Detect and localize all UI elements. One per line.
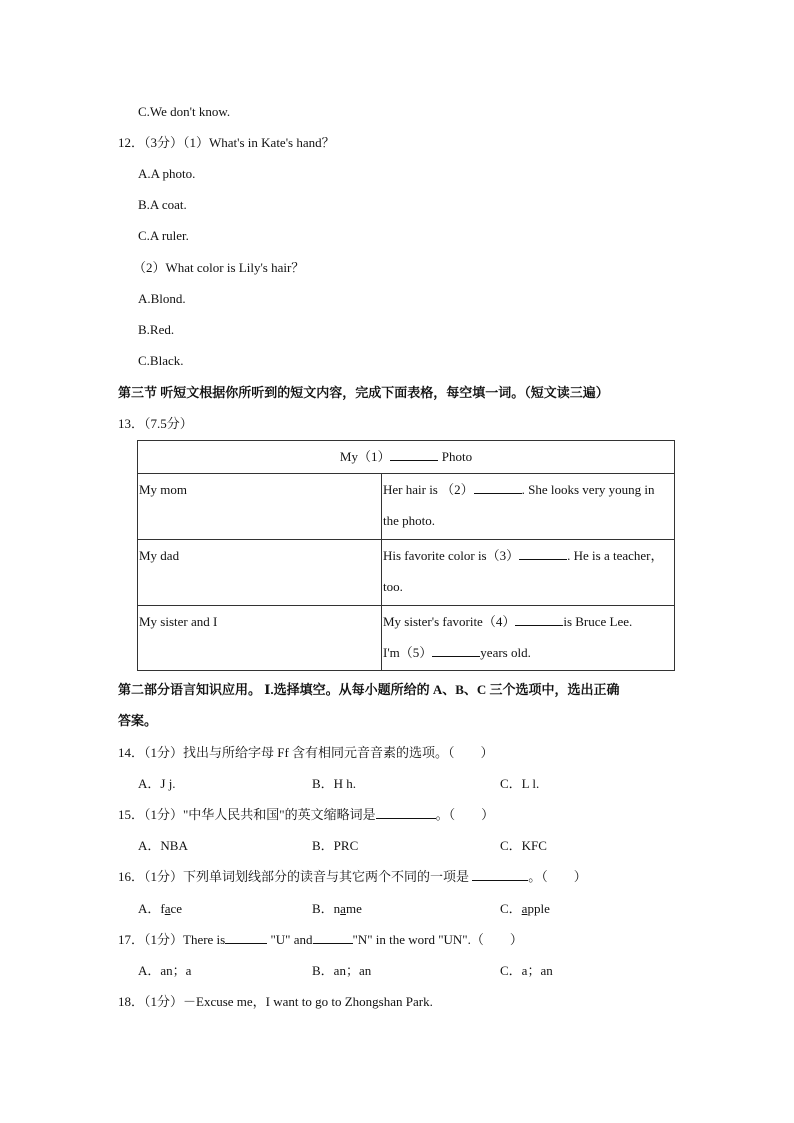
q17-question bbox=[118, 932, 523, 948]
q12-sub2-heading: （2）What color is Lily's hair？ bbox=[133, 260, 305, 275]
table-title-pre: My（1） bbox=[339, 449, 391, 464]
row-text: the photo. bbox=[383, 513, 435, 528]
part2-heading-cont: 答案。 bbox=[118, 713, 158, 728]
q16-question bbox=[118, 869, 587, 885]
row-content bbox=[382, 474, 675, 540]
table-row bbox=[138, 474, 675, 540]
q15-option-b[interactable]: B．PRC bbox=[312, 838, 359, 853]
q17-text-mid: "U" and bbox=[267, 932, 313, 947]
q15-option-c[interactable]: C．KFC bbox=[500, 838, 547, 853]
blank-3[interactable] bbox=[519, 548, 567, 560]
row-label: My dad bbox=[138, 540, 382, 606]
row-content bbox=[382, 540, 675, 606]
q16-option-c[interactable] bbox=[500, 901, 550, 917]
q16-option-a[interactable] bbox=[138, 901, 182, 917]
q15-text-post: 。（ ） bbox=[435, 807, 495, 822]
q16-c-pre: C． bbox=[500, 901, 522, 916]
q16-c-underlined: a bbox=[521, 901, 528, 916]
q12-sub2-option-c: C.Black. bbox=[138, 353, 184, 368]
table-row bbox=[138, 606, 675, 671]
q16-text-post: 。（ ） bbox=[528, 869, 587, 884]
q14-question: 14．（1分）找出与所给字母 Ff 含有相同元音音素的选项。（ ） bbox=[118, 745, 494, 760]
q17-option-b[interactable]: B．an；an bbox=[312, 963, 372, 978]
row-text: . He is a teacher， bbox=[567, 548, 664, 563]
blank-4[interactable] bbox=[515, 614, 563, 626]
q12-sub2-option-a: A.Blond. bbox=[138, 291, 186, 306]
q14-option-a[interactable]: A．J j. bbox=[138, 776, 176, 791]
row-label: My mom bbox=[138, 474, 382, 540]
q14-option-c[interactable]: C．L l. bbox=[500, 776, 540, 791]
row-text: is Bruce Lee. bbox=[563, 614, 633, 629]
q15-text: 15．（1分）"中华人民共和国"的英文缩略词是 bbox=[118, 807, 376, 822]
q14-option-b[interactable]: B．H h. bbox=[312, 776, 357, 791]
q16-option-b[interactable] bbox=[312, 901, 362, 917]
row-label: My sister and I bbox=[138, 606, 382, 671]
q18-question: 18．（1分）－Excuse me，I want to go to Zhongshan Park. bbox=[118, 994, 433, 1009]
q17-option-c[interactable]: C．a；an bbox=[500, 963, 553, 978]
q16-b-post: me bbox=[345, 901, 362, 916]
q17-option-a[interactable]: A．an；a bbox=[138, 963, 192, 978]
blank-q16[interactable] bbox=[472, 869, 528, 881]
q12-option-c: C.A ruler. bbox=[138, 228, 189, 243]
row-text: Her hair is （2） bbox=[383, 482, 474, 497]
q13-heading: 13．（7.5分） bbox=[118, 416, 193, 431]
q16-a-underlined: a bbox=[164, 901, 171, 916]
line-q11-c: C.We don't know. bbox=[138, 104, 231, 119]
q16-b-pre: B．n bbox=[312, 901, 341, 916]
q12-heading: 12．（3分）（1）What's in Kate's hand？ bbox=[118, 135, 335, 150]
table-row bbox=[138, 540, 675, 606]
photo-table bbox=[137, 440, 675, 671]
q16-text: 16．（1分）下列单词划线部分的读音与其它两个不同的一项是 bbox=[118, 869, 473, 884]
q15-option-a[interactable]: A．NBA bbox=[138, 838, 188, 853]
section3-heading: 第三节 听短文根据你所听到的短文内容，完成下面表格，每空填一词。（短文读三遍） bbox=[118, 385, 609, 400]
blank-q15[interactable] bbox=[376, 807, 436, 819]
q12-option-b: B.A coat. bbox=[138, 197, 187, 212]
q16-a-post: ce bbox=[170, 901, 183, 916]
q17-text: 17．（1分）There is bbox=[118, 932, 226, 947]
blank-2[interactable] bbox=[474, 482, 522, 494]
row-text: too. bbox=[383, 579, 403, 594]
table-row bbox=[138, 441, 675, 474]
q16-a-pre: A．f bbox=[138, 901, 165, 916]
table-title-post: Photo bbox=[438, 449, 473, 464]
q16-c-post: pple bbox=[527, 901, 550, 916]
q12-option-a: A.A photo. bbox=[138, 166, 196, 181]
blank-5[interactable] bbox=[432, 645, 480, 657]
row-text: I'm（5） bbox=[383, 645, 433, 660]
q16-b-underlined: a bbox=[340, 901, 346, 916]
q17-text-post: "N" in the word "UN".（ ） bbox=[352, 932, 523, 947]
row-content bbox=[382, 606, 675, 671]
row-text: My sister's favorite（4） bbox=[383, 614, 516, 629]
q12-sub2-option-b: B.Red. bbox=[138, 322, 175, 337]
row-text: His favorite color is（3） bbox=[383, 548, 520, 563]
q15-question bbox=[118, 807, 494, 823]
blank-q17-1[interactable] bbox=[225, 932, 267, 944]
row-text: . She looks very young in bbox=[521, 482, 655, 497]
part2-heading: 第二部分语言知识应用。 Ⅰ.选择填空。从每小题所给的 A、B、C 三个选项中，选出正确 bbox=[118, 682, 620, 697]
table-title bbox=[138, 441, 675, 474]
blank-1[interactable] bbox=[390, 449, 438, 461]
blank-q17-2[interactable] bbox=[313, 932, 353, 944]
row-text: years old. bbox=[480, 645, 531, 660]
